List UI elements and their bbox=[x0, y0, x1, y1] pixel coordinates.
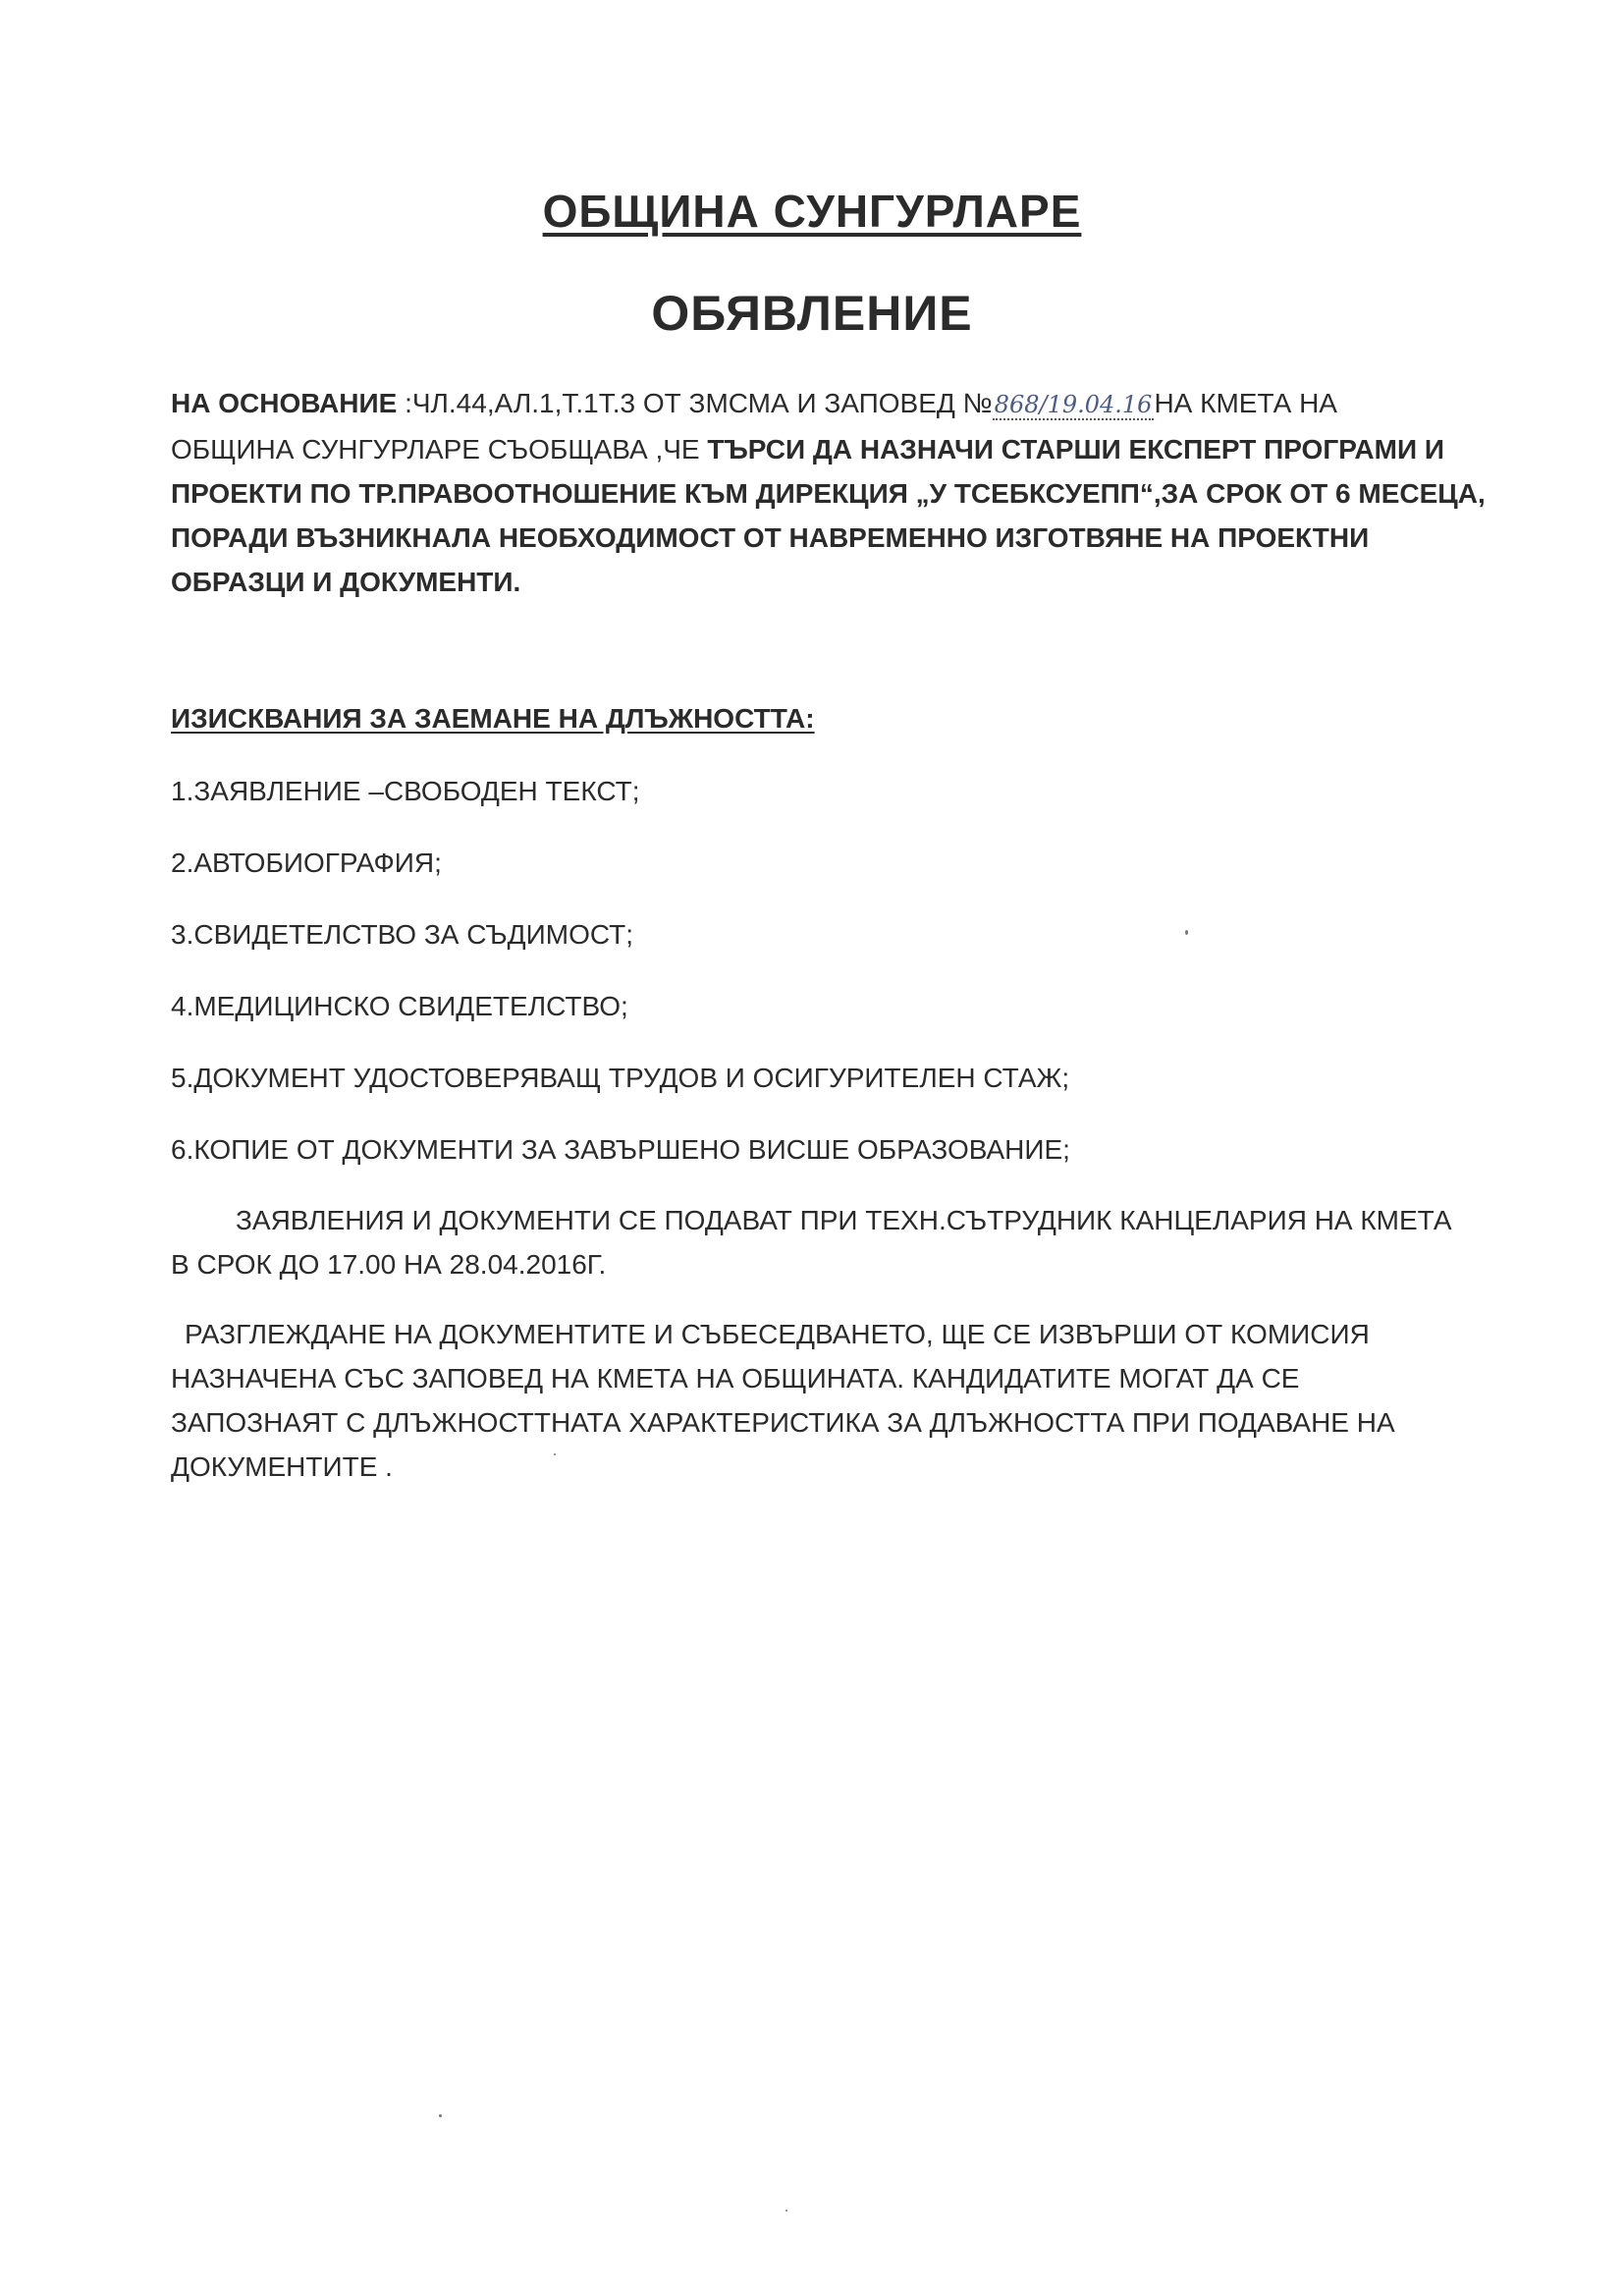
intro-line-4: ПОРАДИ ВЪЗНИКНАЛА НЕОБХОДИМОСТ ОТ НАВРЕМЕННО ИЗГОТВЯНЕ НА ПРОЕКТНИ bbox=[171, 522, 1370, 553]
review-line-1: РАЗГЛЕЖДАНЕ НА ДОКУМЕНТИТЕ И СЪБЕСЕДВАНЕТО, ЩЕ СЕ ИЗВЪРШИ ОТ КОМИСИЯ bbox=[185, 1319, 1370, 1349]
scan-speck bbox=[439, 2114, 442, 2117]
requirements-heading: ИЗИСКВАНИЯ ЗА ЗАЕМАНЕ НА ДЛЪЖНОСТТА: bbox=[171, 703, 815, 734]
requirement-item: 3.СВИДЕТЕЛСТВО ЗА СЪДИМОСТ; bbox=[171, 919, 634, 950]
requirement-item: 4.МЕДИЦИНСКО СВИДЕТЕЛСТВО; bbox=[171, 991, 628, 1021]
scan-speck bbox=[554, 1453, 556, 1455]
submission-line-2: В СРОК ДО 17.00 НА 28.04.2016Г. bbox=[171, 1249, 607, 1280]
intro-line-3: ПРОЕКТИ ПО ТР.ПРАВООТНОШЕНИЕ КЪМ ДИРЕКЦИЯ „У ТСЕБКСУЕПП“,ЗА СРОК ОТ 6 МЕСЕЦА, bbox=[171, 478, 1486, 509]
notice-title: ОБЯВЛЕНИЕ bbox=[651, 286, 973, 341]
review-line-3: ЗАПОЗНАЯТ С ДЛЪЖНОСТТНАТА ХАРАКТЕРИСТИКА ЗА ДЛЪЖНОСТТА ПРИ ПОДАВАНЕ НА bbox=[171, 1407, 1395, 1438]
submission-paragraph bbox=[171, 1198, 1452, 1286]
legal-basis-label: НА ОСНОВАНИЕ bbox=[171, 388, 398, 418]
scan-speck bbox=[785, 2210, 787, 2212]
scan-speck bbox=[1185, 930, 1188, 935]
municipality-title: ОБЩИНА СУНГУРЛАРЕ bbox=[542, 186, 1082, 237]
review-line-2: НАЗНАЧЕНА СЪС ЗАПОВЕД НА КМЕТА НА ОБЩИНАТА. КАНДИДАТИТЕ МОГАТ ДА СЕ bbox=[171, 1363, 1300, 1394]
requirement-item: 1.ЗАЯВЛЕНИЕ –СВОБОДЕН ТЕКСТ; bbox=[171, 776, 640, 806]
intro-paragraph bbox=[171, 381, 1486, 604]
intro-line-2: ОБЩИНА СУНГУРЛАРЕ СЪОБЩАВА ,ЧЕ ТЪРСИ ДА НАЗНАЧИ СТАРШИ ЕКСПЕРТ ПРОГРАМИ И bbox=[171, 434, 1444, 465]
review-paragraph bbox=[171, 1312, 1447, 1489]
intro-line-1 bbox=[171, 381, 1447, 427]
legal-basis-text: :ЧЛ.44,АЛ.1,Т.1Т.3 ОТ ЗМСМА И ЗАПОВЕД № bbox=[397, 388, 993, 418]
requirement-item: 6.КОПИЕ ОТ ДОКУМЕНТИ ЗА ЗАВЪРШЕНО ВИСШЕ ОБРАЗОВАНИЕ; bbox=[171, 1134, 1070, 1165]
intro-line-5: ОБРАЗЦИ И ДОКУМЕНТИ. bbox=[171, 567, 521, 597]
legal-basis-text-end: НА КМЕТА НА bbox=[1154, 388, 1337, 418]
requirement-item: 5.ДОКУМЕНТ УДОСТОВЕРЯВАЩ ТРУДОВ И ОСИГУРИТЕЛЕН СТАЖ; bbox=[171, 1063, 1070, 1093]
review-line-4: ДОКУМЕНТИТЕ . bbox=[171, 1451, 393, 1482]
requirement-item: 2.АВТОБИОГРАФИЯ; bbox=[171, 847, 442, 878]
submission-line-1: ЗАЯВЛЕНИЯ И ДОКУМЕНТИ СЕ ПОДАВАТ ПРИ ТЕХН.СЪТРУДНИК КАНЦЕЛАРИЯ НА КМЕТА bbox=[236, 1205, 1452, 1235]
handwritten-order-number: 868/19.04.16 bbox=[994, 391, 1153, 418]
